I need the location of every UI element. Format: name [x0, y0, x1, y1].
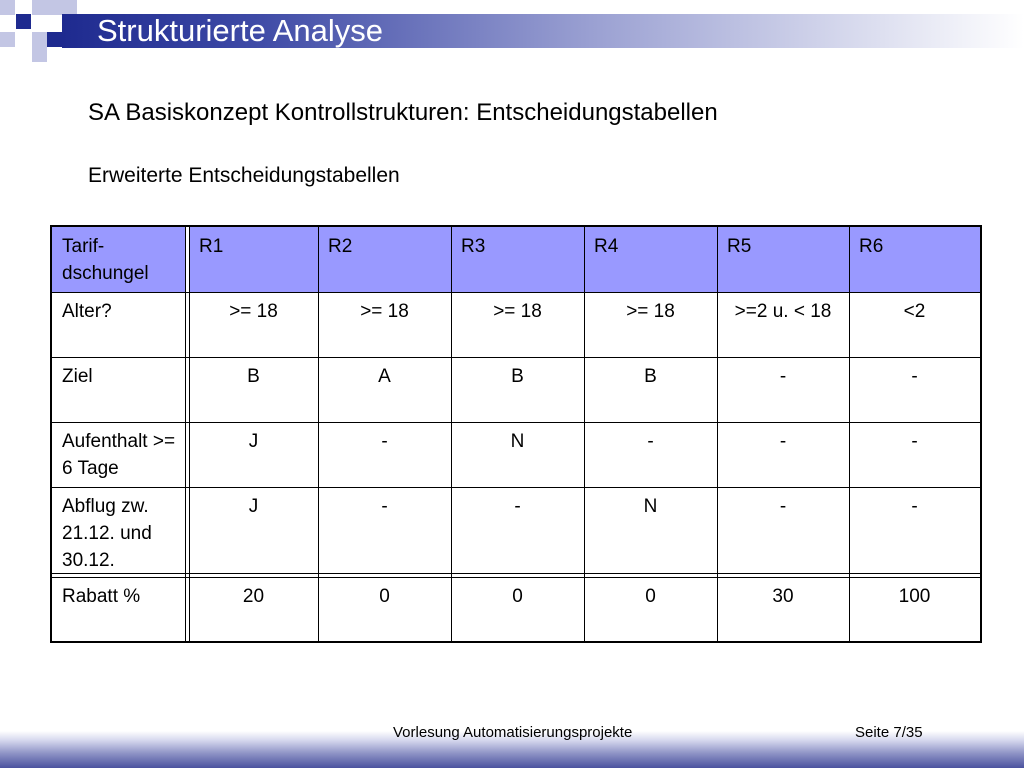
table-row-label: Aufenthalt >= 6 Tage	[62, 431, 176, 479]
table-row-label: Rabatt %	[62, 586, 141, 607]
table-cell: -	[514, 496, 521, 517]
table-cell: J	[248, 431, 259, 452]
table-header-cell: R1	[189, 227, 318, 292]
table-frame	[50, 225, 982, 643]
table-column-divider	[318, 227, 319, 641]
table-header-cell: R2	[318, 227, 451, 292]
table-header-cell: R5	[717, 227, 849, 292]
table-cell: -	[381, 431, 388, 452]
header-decoration-square	[32, 47, 47, 62]
header-decoration-square	[47, 32, 62, 47]
table-row-divider	[52, 577, 980, 578]
table-cell: <2	[903, 301, 926, 322]
table-cell: 0	[512, 586, 523, 607]
header-decoration-square	[0, 0, 15, 15]
table-cell: 30	[772, 586, 794, 607]
footer-course: Vorlesung Automatisierungsprojekte	[393, 724, 633, 741]
header-decoration-square	[0, 32, 15, 47]
table-cell: A	[378, 366, 391, 387]
table-row-divider	[52, 292, 980, 293]
table-cell: >= 18	[229, 301, 278, 322]
header-decoration-square	[32, 32, 47, 47]
table-column-divider	[451, 227, 452, 641]
table-column-divider	[849, 227, 850, 641]
table-header-cell: R3	[451, 227, 584, 292]
table-header-cell: R4	[584, 227, 717, 292]
table-cell: -	[911, 431, 918, 452]
table-row-label: Alter?	[62, 301, 112, 322]
table-cell: J	[248, 496, 259, 517]
slide-title: Strukturierte Analyse	[97, 13, 384, 48]
table-cell: 20	[242, 586, 265, 607]
table-cell: -	[911, 496, 918, 517]
table-cell: >= 18	[493, 301, 542, 322]
header-decoration-square	[62, 0, 77, 14]
table-cell: -	[647, 431, 654, 452]
table-column-divider	[717, 227, 718, 641]
table-row-divider	[52, 573, 980, 574]
table-cell: N	[643, 496, 658, 517]
table-cell: B	[511, 366, 524, 387]
table-column-divider	[189, 227, 190, 641]
header-decoration-square	[47, 0, 62, 15]
table-cell: -	[779, 366, 787, 387]
table-cell: >=2 u. < 18	[734, 301, 832, 322]
table-cell: 0	[645, 586, 656, 607]
table-row-divider	[52, 487, 980, 488]
table-header-corner: Tarif- dschungel	[52, 227, 185, 292]
table-row-label: Abflug zw. 21.12. und 30.12.	[62, 496, 152, 571]
header-decoration-square	[32, 0, 47, 15]
table-cell: 0	[379, 586, 390, 607]
table-cell: -	[779, 431, 787, 452]
slide-heading: SA Basiskonzept Kontrollstrukturen: Entscheidungstabellen	[88, 99, 718, 126]
table-header-cell: R6	[849, 227, 980, 292]
table-row-divider	[52, 422, 980, 423]
table-cell: -	[381, 496, 388, 517]
decision-table	[50, 225, 982, 643]
footer-page-number: Seite 7/35	[855, 724, 923, 741]
slide-subheading: Erweiterte Entscheidungstabellen	[88, 164, 400, 187]
table-column-divider	[584, 227, 585, 641]
table-cell: 100	[898, 586, 931, 607]
table-cell: -	[911, 366, 918, 387]
header-decoration-square	[16, 14, 31, 29]
table-cell: -	[779, 496, 787, 517]
table-column-divider	[185, 227, 186, 641]
table-cell: N	[510, 431, 525, 452]
table-cell: B	[247, 366, 260, 387]
table-cell: B	[644, 366, 657, 387]
table-cell: >= 18	[360, 301, 409, 322]
table-row-label: Ziel	[62, 366, 93, 387]
table-cell: >= 18	[626, 301, 675, 322]
table-row-divider	[52, 357, 980, 358]
